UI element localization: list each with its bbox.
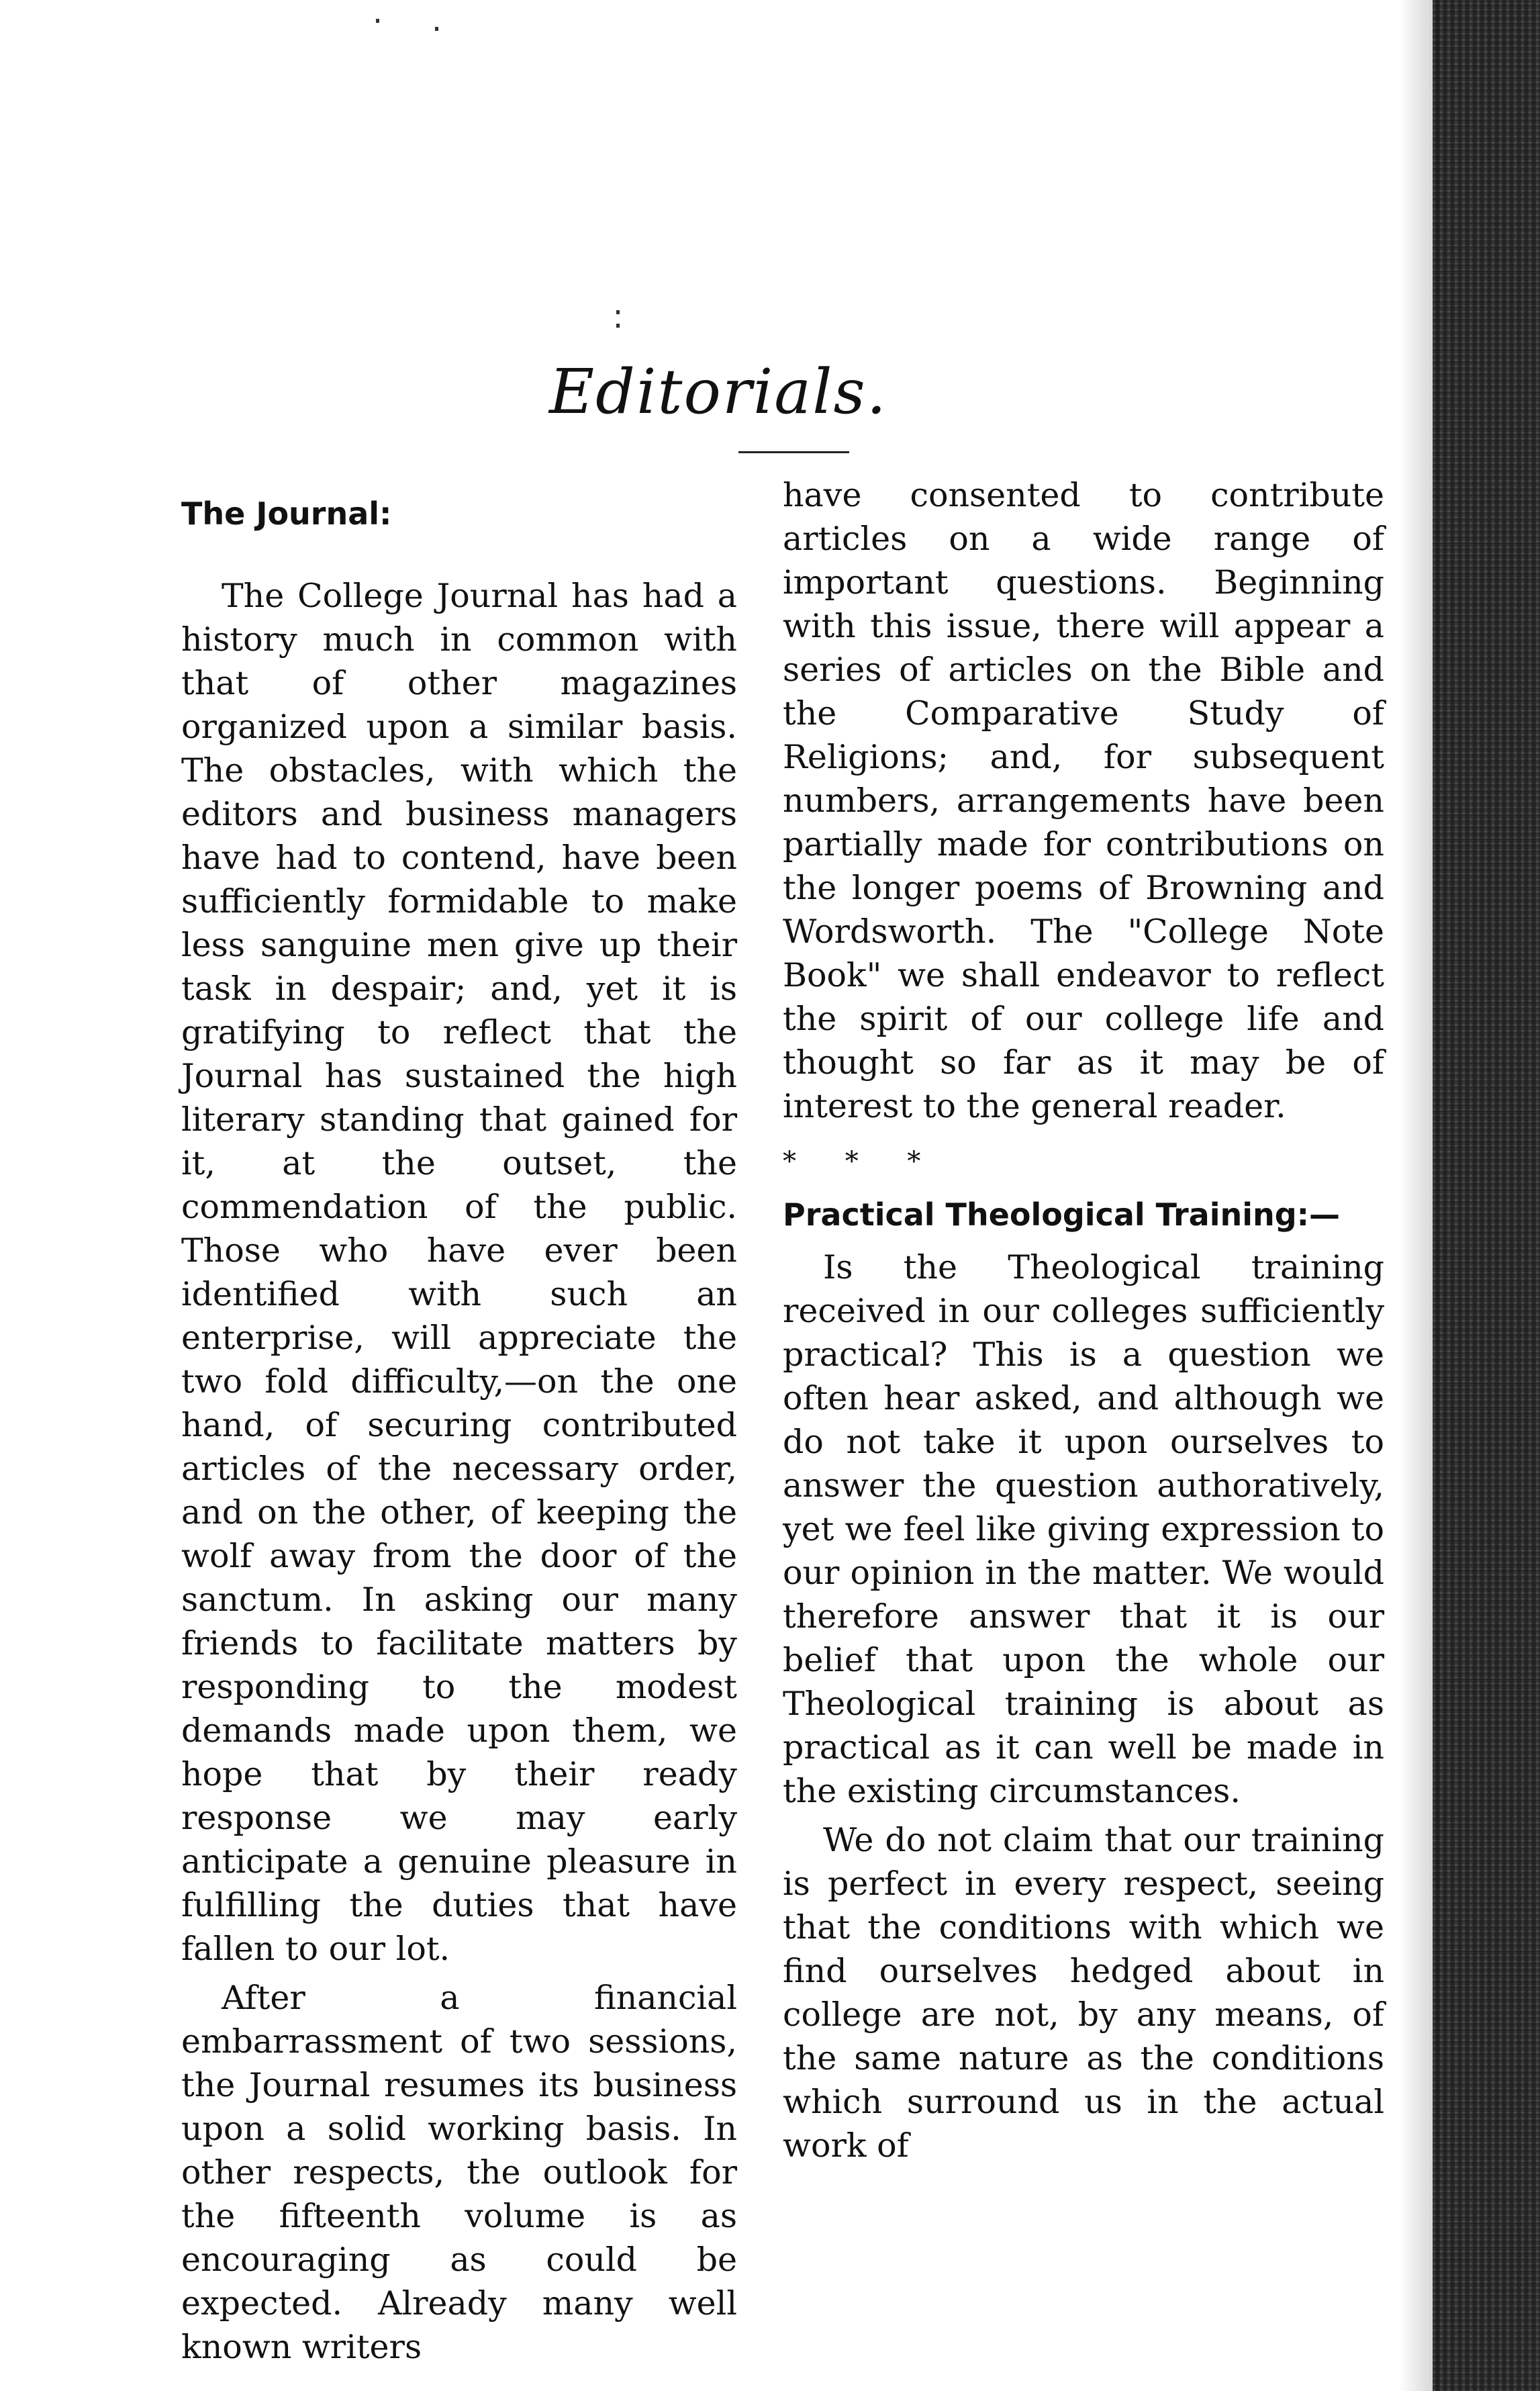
journal-paragraph-1: The College Journal has had a history much in common with that of other magazines organized upon a similar basis. The obstacles, with which the editors and business managers have had to contend, have been sufficiently formidable to make less sanguine men give up their task in despair; and, yet it is gratifying to reflect that the Journal has sustained the high literary standing that gained for it, at the outset, the commendation of the public. Those who have ever been identified with such an enterprise, will appreciate the two fold difficulty,—on the one hand, of securing contributed articles of the necessary order, and on the other, of keeping the wolf away from the door of the sanctum. In asking our many friends to facilitate matters by responding to the modest demands made upon them, we hope that by their ready response we may early anticipate a genuine pleasure in fulfilling the duties that have fallen to our lot. [181, 577, 737, 1968]
left-column [181, 0, 737, 2369]
training-paragraph-2: We do not claim that our training is perfect in every respect, seeing that the conditions with which we find ourselves hedged about in college are not, by any means, of the same nature as the conditions which surround us in the actual work of [783, 1821, 1384, 2165]
scan-edge [1433, 0, 1540, 2391]
section-title-theological-training: Practical Theological Training:— [783, 1197, 1341, 1233]
right-column [783, 0, 1384, 2167]
training-paragraph-1: Is the Theological training received in our colleges sufficiently practical? This is a question we often hear asked, and although we do not take it upon ourselves to answer the question authoratively, yet we feel like giving expression to our opinion in the matter. We would therefore answer that it is our belief that upon the whole our Theological training is about as practical as it can well be made in the existing circumstances. [783, 1248, 1384, 1810]
journal-paragraph-2: After a financial embarrassment of two sessions, the Journal resumes its business upon a solid working basis. In other respects, the outlook for the fifteenth volume is as encouraging as could be expected. Already many well known writers [181, 1979, 737, 2366]
continued-paragraph: have consented to contribute articles on a wide range of important questions. Beginning with this issue, there will appear a series of articles on the Bible and the Comparative Study of Religions; and, for subsequent numbers, arrangements have been partially made for contributions on the longer poems of Browning and Wordsworth. The "College Note Book" we shall endeavor to reflect the spirit of our college life and thought so far as it may be of interest to the general reader. [783, 476, 1384, 1125]
section-title-journal: The Journal: [181, 496, 392, 532]
section-separator: * * * [783, 1146, 941, 1177]
page-heading: Editorials. [549, 356, 887, 428]
